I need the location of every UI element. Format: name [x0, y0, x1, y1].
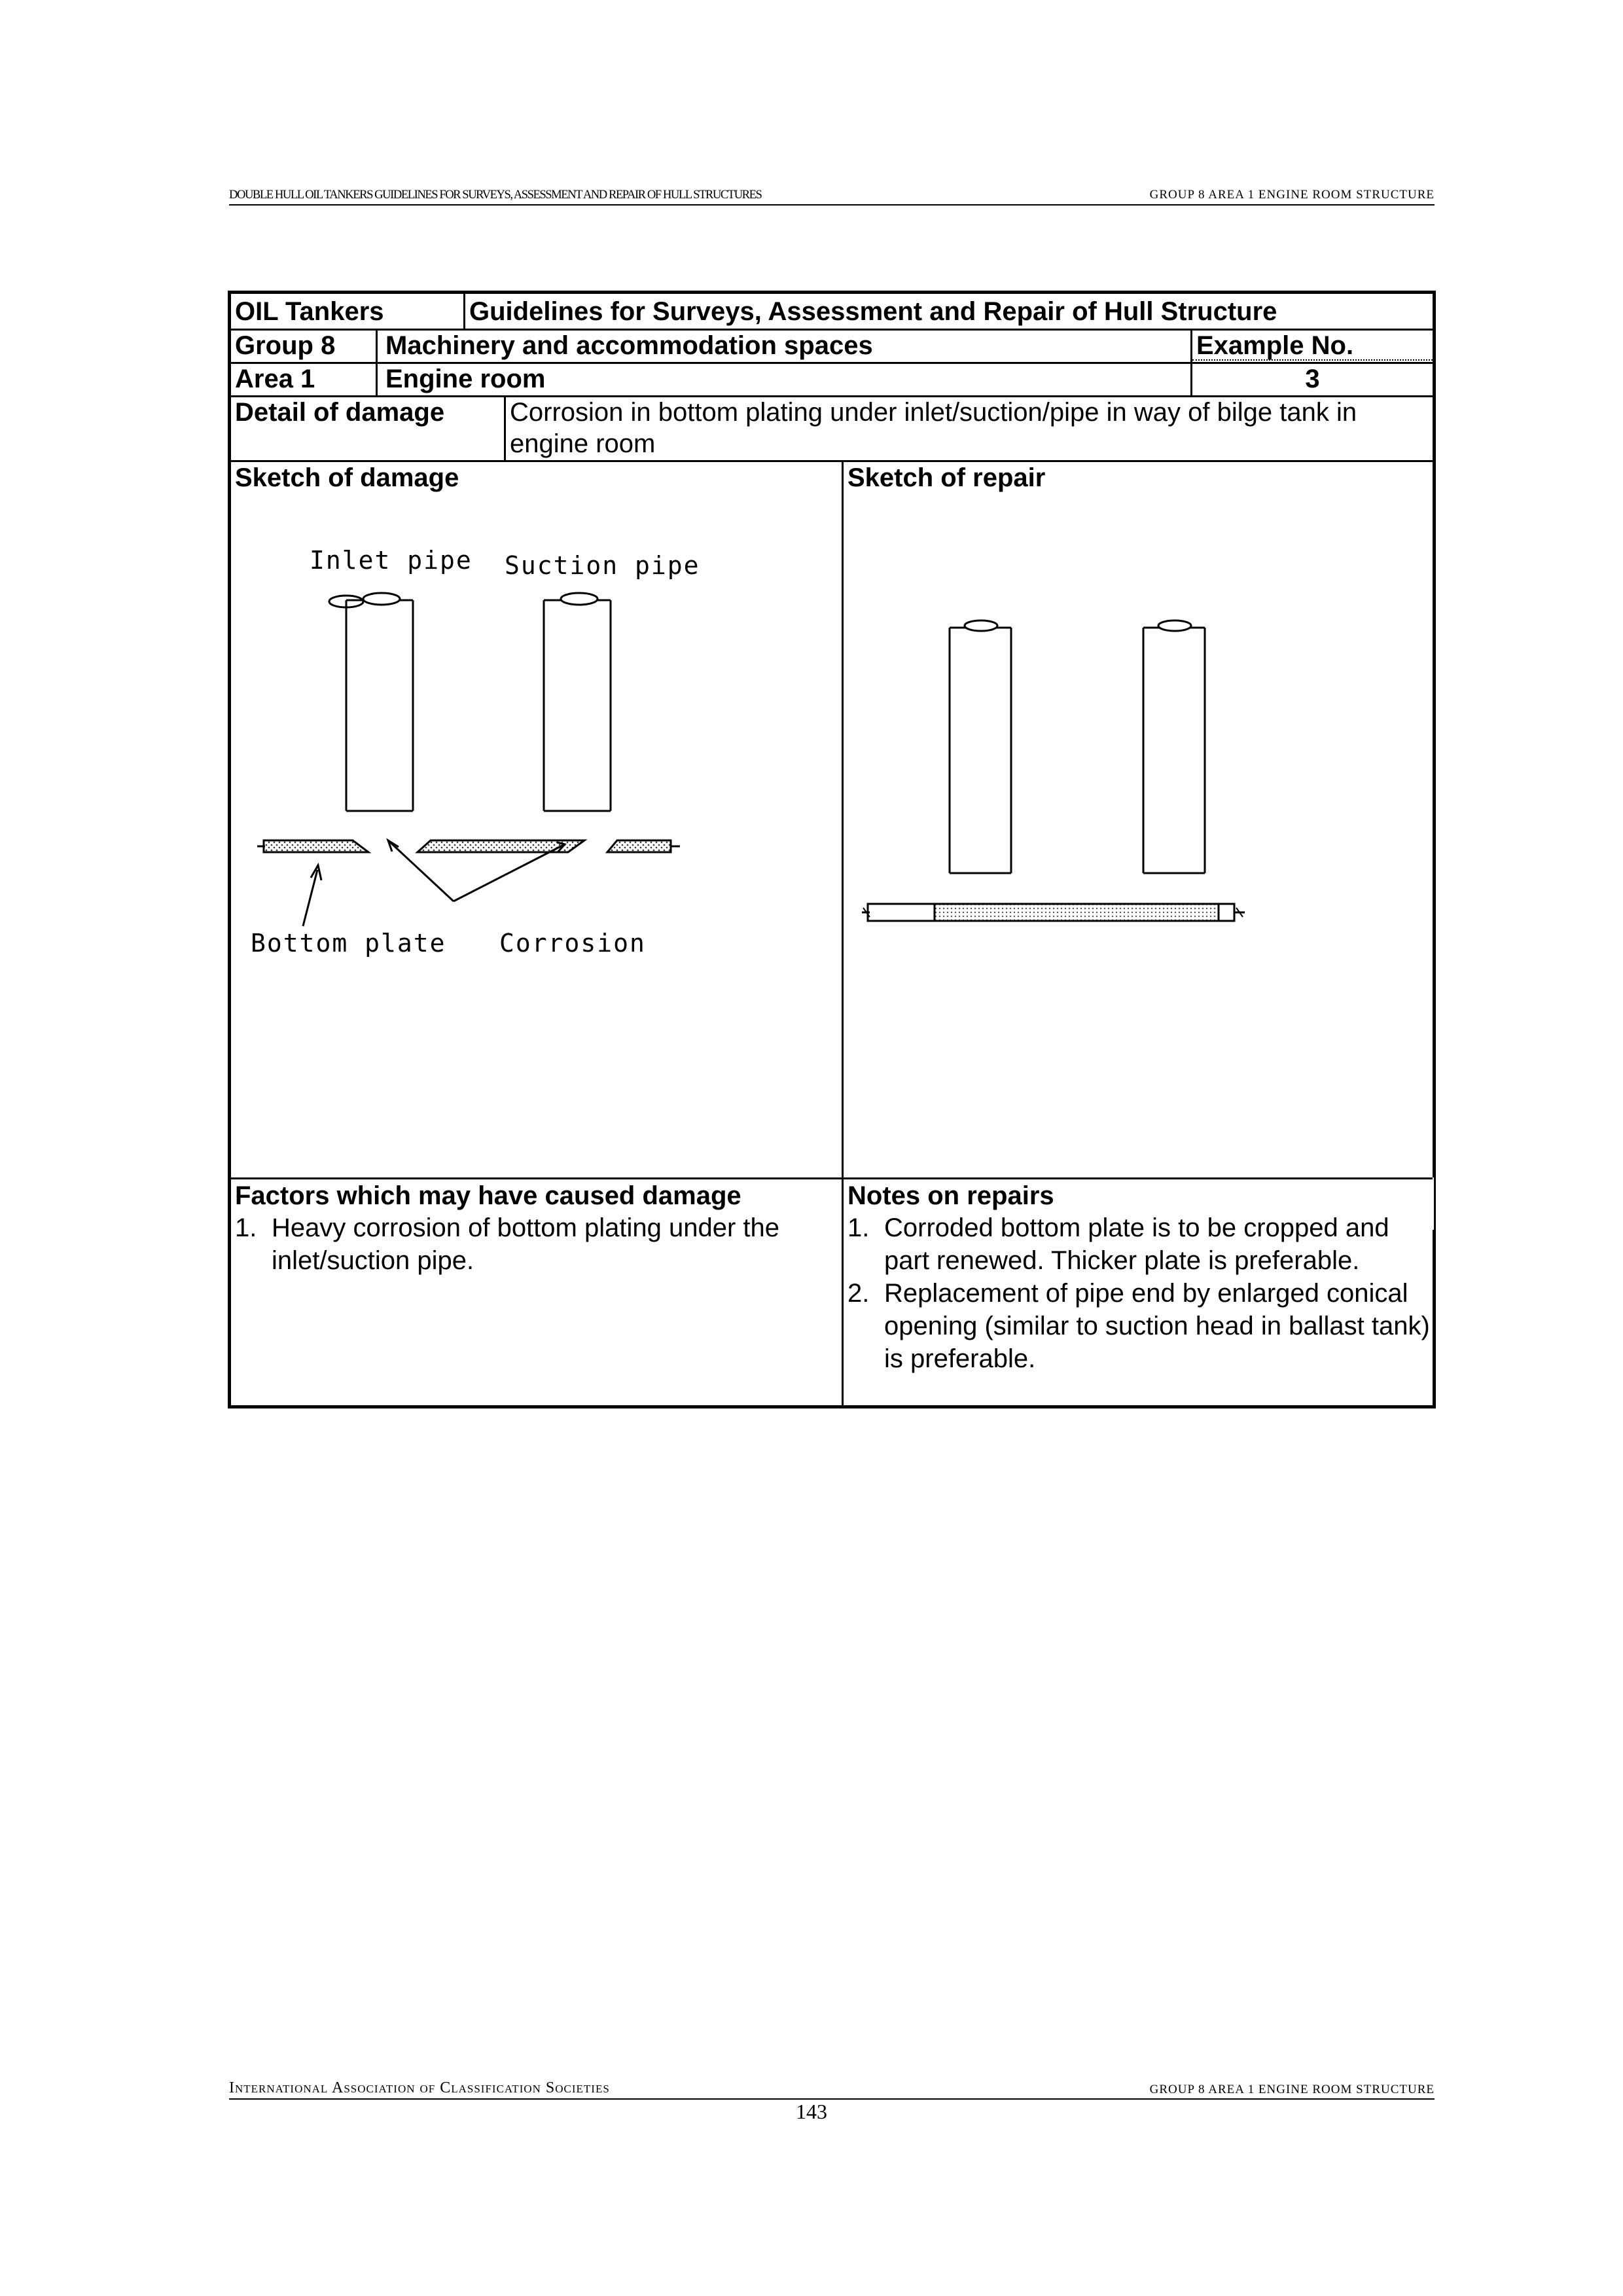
note-item-number: 1. — [847, 1213, 870, 1242]
factor-item — [235, 1211, 840, 1277]
row-divider — [231, 1177, 1433, 1179]
corrosion-label: Corrosion — [499, 929, 646, 958]
bottom-plate-label: Bottom plate — [251, 929, 446, 958]
notes-heading: Notes on repairs — [847, 1181, 1054, 1210]
footer-section: GROUP 8 AREA 1 ENGINE ROOM STRUCTURE — [1149, 2083, 1435, 2096]
suction-pipe-label: Suction pipe — [505, 551, 700, 580]
example-label-underline — [1192, 359, 1433, 361]
damage-sketch — [231, 490, 840, 1171]
sketch-of-repair-heading: Sketch of repair — [847, 463, 1046, 492]
header-section: GROUP 8 AREA 1 ENGINE ROOM STRUCTURE — [1149, 188, 1435, 202]
col-divider — [1433, 1177, 1434, 1230]
notes-list — [847, 1211, 1433, 1375]
page-footer — [229, 2081, 1435, 2100]
suction-pipe — [544, 593, 611, 811]
header-document-title: DOUBLE HULL OIL TANKERS GUIDELINES FOR SURVEYS, ASSESSMENT AND REPAIR OF HULL STRUCTURES — [229, 188, 762, 202]
vessel-type-label: OIL Tankers — [235, 297, 384, 326]
repair-sketch-drawing — [844, 490, 1433, 1171]
note-item — [847, 1211, 1433, 1277]
detail-of-damage-label: Detail of damage — [235, 398, 445, 427]
group-value: Machinery and accommodation spaces — [385, 331, 873, 360]
col-divider — [376, 329, 378, 397]
page-number: 143 — [796, 2100, 827, 2123]
factors-heading: Factors which may have caused damage — [235, 1181, 741, 1210]
factors-list — [235, 1211, 840, 1277]
inlet-pipe — [329, 593, 413, 811]
note-item — [847, 1277, 1433, 1375]
area-value: Engine room — [385, 365, 546, 393]
renewed-bottom-plate — [862, 904, 1245, 921]
repair-example-form — [228, 291, 1436, 1408]
factor-item-number: 1. — [235, 1213, 257, 1242]
page-header — [229, 185, 1435, 206]
group-label: Group 8 — [235, 331, 336, 360]
inlet-pipe-label: Inlet pipe — [310, 546, 473, 575]
damage-sketch-drawing — [231, 490, 840, 1171]
example-number: 3 — [1305, 365, 1320, 393]
area-label: Area 1 — [235, 365, 315, 393]
note-item-text: Corroded bottom plate is to be cropped and part renewed. Thicker plate is preferable. — [884, 1213, 1389, 1275]
renewed-pipe-left — [950, 620, 1011, 873]
corrosion-arrows — [303, 840, 565, 926]
repair-sketch — [844, 490, 1433, 1171]
form-title: Guidelines for Surveys, Assessment and Repair of Hull Structure — [469, 297, 1277, 326]
note-item-text: Replacement of pipe end by enlarged conical opening (similar to suction head in ballast tank) is preferable. — [884, 1279, 1430, 1373]
footer-organization: International Association of Classification Societies — [229, 2079, 610, 2096]
factors-section — [231, 1180, 840, 1277]
renewed-pipe-right — [1143, 620, 1205, 873]
bottom-plate — [257, 840, 680, 852]
notes-section — [844, 1180, 1433, 1375]
factor-item-text: Heavy corrosion of bottom plating under the inlet/suction pipe. — [272, 1213, 779, 1275]
example-number-label: Example No. — [1196, 331, 1354, 360]
detail-of-damage-value: Corrosion in bottom plating under inlet/suction/pipe in way of bilge tank in engine room — [510, 398, 1357, 458]
sketch-of-damage-heading: Sketch of damage — [235, 463, 459, 492]
note-item-number: 2. — [847, 1279, 870, 1308]
